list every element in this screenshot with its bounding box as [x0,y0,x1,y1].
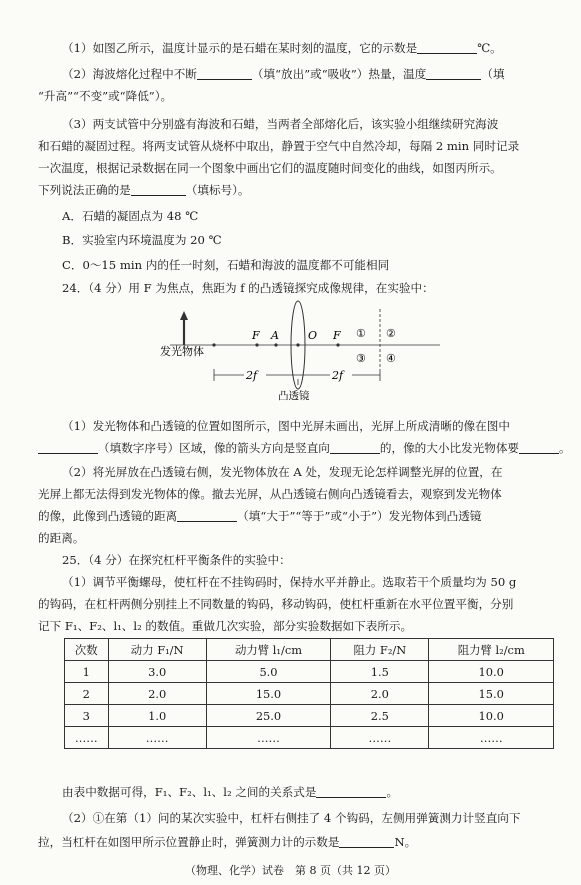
q25-part2-line1: （2）①在第（1）问的某次实验中，杠杆右侧挂了 4 个钩码，左侧用弹簧测力计竖直向下 [62,811,521,825]
focus-left-label: F [252,329,260,342]
focus-right-point [336,343,339,346]
answer-blank[interactable] [316,785,386,798]
q23-part2: （2）海波熔化过程中不断 （填“放出”或“吸收”）热量，温度 （填 [62,67,505,81]
table-cell: 5.0 [206,661,330,683]
answer-blank[interactable] [339,835,394,848]
table-cell: 3.0 [108,661,206,683]
q25-title: 25．（4 分）在探究杠杆平衡条件的实验中： [62,553,291,567]
table-row [65,705,554,727]
answer-blank[interactable] [197,67,252,80]
region-2: ② [386,327,396,340]
region-3: ③ [356,352,366,365]
table-header-cell: 动力臂 l₁/cm [206,639,330,661]
q23-part3-line4: 下列说法正确的是 （填标号）。 [38,183,250,197]
q23-option-b: B．实验室内环境温度为 20 ℃ [62,233,222,247]
table-cell: 10.0 [429,661,554,683]
table-header-cell: 阻力 F₂/N [331,639,429,661]
q25-part1-line2: 的钩码，在杠杆两侧分别挂上不同数量的钩码，移动钩码，使杠杆重新在水平位置平衡，分别 [38,597,514,611]
table-cell: 25.0 [206,705,330,727]
table-header-cell: 阻力臂 l₂/cm [429,639,554,661]
table-cell: …… [429,727,554,749]
optical-center [296,343,299,346]
answer-blank[interactable] [330,441,380,454]
answer-blank[interactable] [519,441,559,454]
q25-part1-line1: （1）调节平衡螺母，使杠杆在不挂钩码时，保持水平并静止。选取若干个质量均为 50 g [62,575,517,589]
region-4: ④ [386,352,396,365]
q25-part2-line2: 拉，当杠杆在如图甲所示位置静止时，弹簧测力计的示数是 N。 [38,835,417,849]
q23-option-a: A．石蜡的凝固点为 48 ℃ [62,209,199,223]
point-a [274,343,277,346]
lens-diagram [140,295,440,415]
q23-option-c: C．0～15 min 内的任一时刻，石蜡和海波的温度都不可能相同 [62,258,390,272]
2f-left-point [212,343,215,346]
table-row [65,727,554,749]
region-1: ① [356,327,366,340]
table-cell: 3 [65,705,109,727]
q24-part1-line1: （1）发光物体和凸透镜的位置如图所示，图中光屏未画出，光屏上所成清晰的像在图中 [62,419,510,433]
answer-blank[interactable] [417,41,477,54]
table-header-row [65,639,554,661]
q25-part1-line3: 记下 F₁、F₂、l₁、l₂ 的数值。重做几次实验，部分实验数据如下表所示。 [38,619,413,633]
object-label: 发光物体 [160,345,204,358]
q23-part3-line2: 和石蜡的凝固过程。将两支试管从烧杯中取出，静置于空气中自然冷却，每隔 2 min 同时记录 [38,139,520,153]
table-cell: …… [108,727,206,749]
answer-blank[interactable] [426,67,481,80]
table-cell: 10.0 [429,705,554,727]
distance-left-label: 2f [246,369,258,382]
table-cell: 1 [65,661,109,683]
q23-part2-cont: “升高”“不变”或“降低”）。 [38,89,173,103]
lens-label: 凸透镜 [278,390,310,402]
table-header-cell: 次数 [65,639,109,661]
page-footer: （物理、化学）试卷 第 8 页（共 12 页） [185,864,396,877]
q23-part3-line3: 一次温度，根据记录数据在同一个图象中画出它们的温度随时间变化的曲线，如图丙所示。 [38,161,502,175]
distance-markers [214,369,380,385]
optical-center-label: O [308,329,318,342]
table-cell: …… [331,727,429,749]
distance-right-label: 2f [332,369,344,382]
table-cell: 2.0 [331,683,429,705]
q24-title: 24．（4 分）用 F 为焦点，焦距为 f 的凸透镜探究成像规律，在实验中： [62,281,434,295]
point-a-label: A [271,329,279,342]
table-cell: 2.5 [331,705,429,727]
table-cell: 2 [65,683,109,705]
table-cell: 15.0 [429,683,554,705]
q23-part3-line1: （3）两支试管中分别盛有海波和石蜡，当两者全部熔化后，该实验小组继续研究海波 [62,117,499,131]
q24-part2-line4: 的距离。 [38,531,85,545]
answer-blank[interactable] [38,441,98,454]
table-cell: …… [206,727,330,749]
table-cell: 1.5 [331,661,429,683]
table-cell: …… [65,727,109,749]
q24-part2-line1: （2）将光屏放在凸透镜右侧，发光物体放在 A 处，发现无论怎样调整光屏的位置，在 [62,465,503,479]
table-cell: 2.0 [108,683,206,705]
answer-blank[interactable] [131,183,186,196]
q24-part2-line3: 的像，此像到凸透镜的距离 （填“大于”“等于”或“小于”）发光物体到凸透镜 [38,509,482,523]
table-header-cell: 动力 F₁/N [108,639,206,661]
lever-data-table [64,638,554,749]
focus-right-label: F [333,329,341,342]
table-row [65,683,554,705]
focus-left-point [255,343,258,346]
q24-part1-line2: （填数字序号）区域，像的箭头方向是竖直向 的，像的大小比发光物体要 。 [38,440,561,456]
table-cell: 1.0 [108,705,206,727]
table-cell: 15.0 [206,683,330,705]
answer-blank[interactable] [177,509,237,522]
table-row [65,661,554,683]
q24-part2-line2: 光屏上都无法得到发光物体的像。撤去光屏，从凸透镜右侧向凸透镜看去，观察到发光物体 [38,487,502,501]
luminous-object-arrow [180,311,188,345]
q23-part1: （1）如图乙所示，温度计显示的是石蜡在某时刻的温度，它的示数是 ℃。 [62,41,502,55]
q25-part1-line4: 由表中数据可得，F₁、F₂、l₁、l₂ 之间的关系式是 。 [62,785,399,799]
